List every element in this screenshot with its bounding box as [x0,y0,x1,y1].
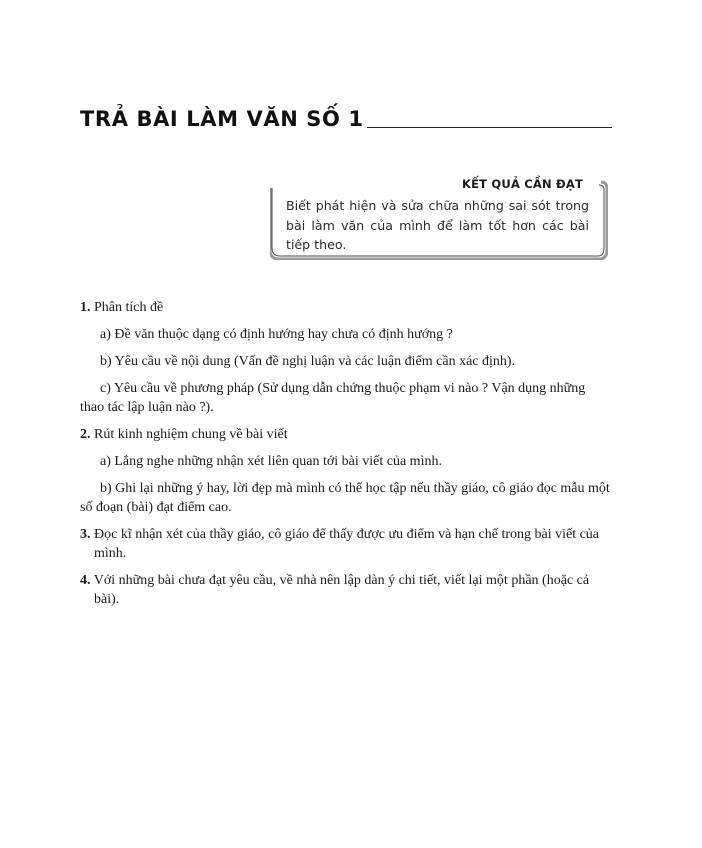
section-number: 1. [80,300,91,315]
section-heading [80,298,612,317]
section-number: 3. [80,527,91,542]
section-number: 2. [80,427,91,442]
result-box-label: KẾT QUẢ CẦN ĐẠT [458,177,588,191]
list-item: b) Yêu cầu về nội dung (Vấn đề nghị luận và các luận điểm cần xác định). [100,354,516,369]
list-item: c) Yêu cầu về phương pháp (Sử dụng dẫn chứng thuộc phạm vi nào ? Vận dụng những thao tác lập luận nào ?). [80,381,586,415]
page-title: TRẢ BÀI LÀM VĂN SỐ 1 [80,107,364,131]
title-row [80,104,612,130]
section-3 [80,525,612,563]
list-item: a) Đề văn thuộc dạng có định hướng hay chưa có định hướng ? [100,327,453,342]
content [80,298,612,609]
list-item: b) Ghi lại những ý hay, lời đẹp mà mình có thể học tập nếu thầy giáo, cô giáo đọc mẫu một số đoạn (bài) đạt điểm cao. [80,481,610,515]
section-heading-text: Với những bài chưa đạt yêu cầu, về nhà nên lập dàn ý chi tiết, viết lại một phần (hoặc cả bài). [93,573,590,607]
result-box-text: Biết phát hiện và sửa chữa những sai sót trong bài làm văn của mình để làm tốt hơn các bài tiếp theo. [286,198,589,252]
section-number: 4. [80,573,91,588]
section-heading-text: Rút kinh nghiệm chung về bài viết [94,427,288,442]
list-item: a) Lắng nghe những nhận xét liên quan tới bài viết của mình. [100,454,442,469]
section-heading [80,525,612,563]
section-heading [80,425,612,444]
title-rule [367,127,612,128]
section-heading [80,571,612,609]
section-heading-text: Phân tích đề [94,300,164,315]
section-2 [80,425,612,517]
section-1 [80,298,612,417]
section-heading-text: Đọc kĩ nhận xét của thầy giáo, cô giáo để thấy được ưu điểm và hạn chế trong bài viết của mình. [94,527,600,561]
section-4 [80,571,612,609]
result-box [270,177,608,260]
